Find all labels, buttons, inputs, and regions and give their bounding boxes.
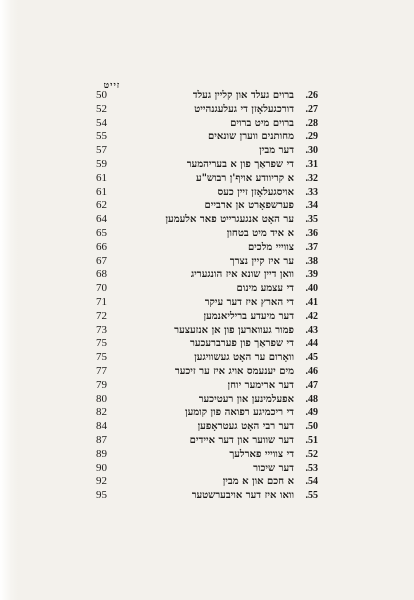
toc-entry-title: אפעלמינען און רעטיכער	[198, 393, 294, 405]
toc-entry-page: 73	[96, 323, 107, 336]
toc-entry-number: .26	[305, 90, 318, 101]
toc-entry-title: פערשפאָרט אן ארביים	[204, 200, 294, 212]
toc-entry	[96, 227, 318, 241]
toc-entry-title: אויסגעלאָזן זיין כעס	[217, 186, 294, 198]
toc-entry-page: 72	[96, 309, 107, 322]
toc-entry-page: 55	[96, 130, 107, 143]
toc-entry-page: 80	[96, 392, 107, 405]
toc-entry-title: דער ארימער יוחן	[227, 379, 294, 391]
toc-entry-page: 52	[96, 102, 107, 115]
toc-entry-title: די שפראַך פון א בעריהמער	[186, 158, 294, 170]
toc-entry-page: 65	[96, 226, 107, 239]
toc-entry-title: די שפראַך פון פערברעכער	[189, 338, 294, 350]
toc-entry-number: .28	[305, 117, 318, 129]
toc-entry	[96, 241, 318, 255]
toc-entry-number: .45	[305, 352, 318, 364]
toc-entry-number: .48	[305, 393, 318, 405]
toc-entry-page: 57	[96, 144, 107, 157]
toc-entry-number: .29	[305, 131, 318, 143]
toc-entry-page: 68	[96, 268, 107, 281]
toc-entry-number: .35	[305, 214, 318, 226]
toc-entry-page: 75	[96, 337, 107, 350]
toc-entry-number: .41	[305, 296, 318, 308]
toc-entry-number: .43	[305, 324, 318, 336]
toc-entry-page: 89	[96, 447, 107, 460]
toc-entry	[96, 199, 318, 213]
toc-entry	[96, 475, 318, 489]
toc-entry-number: .27	[305, 103, 318, 115]
toc-entry-page: 67	[96, 254, 107, 267]
toc-rows	[96, 89, 318, 503]
toc-entry-number: .32	[305, 172, 318, 184]
toc-entry-page: 70	[96, 282, 107, 295]
toc-entry-title: וואן דיין שונא איז הונגעריג	[190, 269, 294, 281]
toc-entry-number: .34	[305, 200, 318, 212]
toc-entry	[96, 434, 318, 448]
toc-entry-number: .47	[305, 379, 318, 391]
toc-entry-number: .36	[305, 227, 318, 239]
toc-entry-number: .31	[305, 158, 318, 170]
toc-entry-number: .42	[305, 310, 318, 322]
toc-entry	[96, 144, 318, 158]
toc-entry-title: א חכם און א מבין	[222, 476, 294, 488]
toc-entry-number: .38	[305, 255, 318, 267]
toc-entry-number: .46	[305, 365, 318, 377]
toc-entry-title: דער שיכור	[253, 462, 294, 474]
toc-entry-page: 92	[96, 475, 107, 488]
toc-entry-title: די עצמע מינום	[236, 283, 294, 295]
toc-entry	[96, 406, 318, 420]
toc-entry	[96, 324, 318, 338]
toc-entry-title: מים יענעמס אויג איז ער זיכער	[174, 365, 294, 377]
toc-entry-title: דורכגעלאָזן די געלעגנהייט	[194, 103, 294, 115]
toc-entry-title: ברוים געלד און קליין געלד	[192, 90, 294, 101]
toc-entry-title: א איד מיט בטחון	[226, 227, 294, 239]
toc-entry-title: וואו איז דער אויבערשטער	[191, 490, 294, 502]
toc-entry	[96, 172, 318, 186]
toc-entry	[96, 117, 318, 131]
toc-entry-title: דער שווער און דער איידים	[189, 434, 294, 446]
toc-entry-page: 95	[96, 489, 107, 502]
toc-entry	[96, 365, 318, 379]
toc-entry	[96, 268, 318, 282]
toc-entry-number: .54	[305, 476, 318, 488]
toc-entry	[96, 337, 318, 351]
toc-entry-title: די ריכמיגע רפואה פון קומען	[185, 407, 294, 419]
toc-entry	[96, 213, 318, 227]
toc-entry	[96, 130, 318, 144]
toc-entry-number: .52	[305, 448, 318, 460]
toc-entry	[96, 282, 318, 296]
toc-entry-page: 77	[96, 364, 107, 377]
toc-entry-page: 59	[96, 157, 107, 170]
toc-entry-number: .55	[305, 490, 318, 502]
toc-entry	[96, 103, 318, 117]
toc-entry	[96, 310, 318, 324]
toc-entry	[96, 448, 318, 462]
toc-entry-page: 61	[96, 171, 107, 184]
toc-entry-number: .53	[305, 462, 318, 474]
toc-entry-title: מחותנים ווערן שונאים	[208, 131, 294, 143]
toc-entry	[96, 255, 318, 269]
toc-entry-number: .30	[305, 145, 318, 157]
toc-entry	[96, 420, 318, 434]
toc-entry-page: 64	[96, 213, 107, 226]
toc-entry-title: ברוים מיט ברוים	[230, 117, 294, 129]
toc-entry-number: .50	[305, 421, 318, 433]
toc-entry	[96, 186, 318, 200]
toc-entry-number: .51	[305, 434, 318, 446]
page-column-label: זייט	[103, 81, 121, 91]
toc-entry	[96, 296, 318, 310]
toc-entry-page: 79	[96, 378, 107, 391]
toc-entry	[96, 158, 318, 172]
toc-entry-number: .39	[305, 269, 318, 281]
toc-entry	[96, 462, 318, 476]
toc-entry-page: 82	[96, 406, 107, 419]
toc-entry-page: 62	[96, 199, 107, 212]
toc-entry-page: 90	[96, 461, 107, 474]
toc-entry	[96, 379, 318, 393]
toc-entry-page: 61	[96, 185, 107, 198]
toc-entry-number: .44	[305, 338, 318, 350]
toc-entry-page: 50	[96, 89, 107, 101]
toc-entry-page: 75	[96, 351, 107, 364]
page-edge	[0, 0, 18, 600]
toc-entry-number: .33	[305, 186, 318, 198]
toc-entry-title: דער רבי האָט געטראָפען	[197, 421, 294, 433]
toc-entry-page: 84	[96, 420, 107, 433]
toc-entry	[96, 393, 318, 407]
toc-entry-title: וואָרום ער האָט געשוויגען	[194, 352, 294, 364]
toc-entry-number: .40	[305, 283, 318, 295]
toc-entry-title: פמור געווארען פון אן אנזעצער	[174, 324, 294, 336]
toc-entry-title: ער האָט אנגעגרייט פאר אלעמען	[165, 214, 294, 226]
toc-entry-page: 87	[96, 433, 107, 446]
toc-entry-title: די הארץ איז דער עיקר	[204, 296, 294, 308]
toc-entry-page: 54	[96, 116, 107, 129]
toc-entry-page: 66	[96, 240, 107, 253]
toc-entry-number: .37	[305, 241, 318, 253]
toc-entry-title: ער איז קיין נצרך	[229, 255, 294, 267]
toc-entry-title: דער מיעדע בריליאנמען	[203, 310, 294, 322]
toc-entry	[96, 489, 318, 503]
toc-entry-number: .49	[305, 407, 318, 419]
toc-entry	[96, 89, 318, 103]
toc-entry-title: די צווייי פארלעך	[229, 448, 294, 460]
toc-entry-title: דער מבין	[259, 145, 294, 157]
toc-entry-page: 71	[96, 295, 107, 308]
toc-entry	[96, 351, 318, 365]
toc-entry-title: א קריוודע אויף'ן רבוש"ע	[196, 172, 294, 184]
toc-entry-title: צווייי מלכים	[247, 241, 294, 253]
